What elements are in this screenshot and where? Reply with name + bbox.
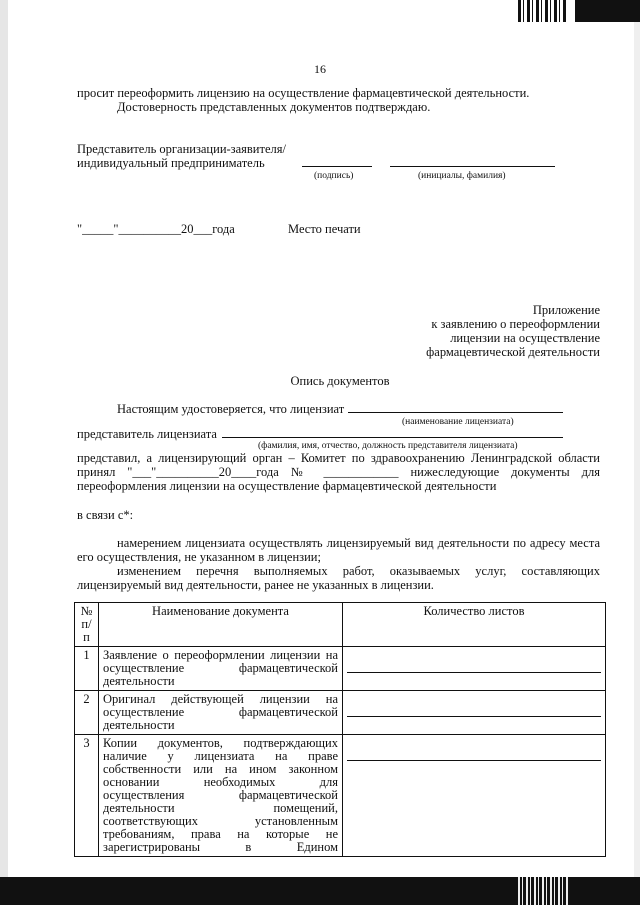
representative-underline xyxy=(222,426,563,438)
signature-caption: (подпись) xyxy=(314,171,354,181)
intro-line-1: просит переоформить лицензию на осуществление фармацевтической деятельности. xyxy=(77,86,530,100)
document-name-line: осуществление фармацевтической xyxy=(103,705,338,719)
scan-bar-top-right xyxy=(575,0,640,22)
document-name-line: Копии документов, подтверждающих xyxy=(103,736,338,750)
scan-edge-right xyxy=(634,0,640,905)
document-name-line: соответствующих установленным xyxy=(103,814,338,828)
header-num: № п/п xyxy=(75,603,99,647)
header-document-name: Наименование документа xyxy=(99,603,343,647)
reason-1-line-1: намерением лицензиата осуществлять лицензируемый вид деятельности по адресу места xyxy=(117,536,600,550)
document-name-line: осуществление фармацевтической xyxy=(103,661,338,675)
sheet-count-underline xyxy=(347,659,601,673)
document-name-line: деятельности xyxy=(103,674,175,688)
document-name-line: требованиям, права на которые не xyxy=(103,827,338,841)
reason-label: в связи с*: xyxy=(77,508,134,522)
inventory-paragraph-2: представитель лицензиата xyxy=(77,427,217,441)
table-row xyxy=(75,647,606,691)
initials-underline xyxy=(390,155,555,167)
document-name-line: основании необходимых для xyxy=(103,775,338,789)
document-name-line: осуществления фармацевтической xyxy=(103,788,338,802)
inventory-paragraph-3-line-1: представил, а лицензирующий орган – Комитет по здравоохранению Ленинградской области xyxy=(77,451,600,465)
date-field: "_____"__________20___года xyxy=(77,222,235,236)
appendix-line-2: к заявлению о переоформлении xyxy=(431,317,600,331)
sheet-count-underline xyxy=(347,747,601,761)
representative-line-1: Представитель организации-заявителя/ xyxy=(77,142,286,156)
page-number: 16 xyxy=(314,62,326,76)
document-name-line: наличие у лицензиата на праве xyxy=(103,749,338,763)
document-name-line: Заявление о переоформлении лицензии на xyxy=(103,648,338,662)
intro-line-2: Достоверность представленных документов подтверждаю. xyxy=(117,100,431,114)
row-number: 1 xyxy=(75,647,99,691)
representative-line-2: индивидуальный предприниматель xyxy=(77,156,265,170)
table-row xyxy=(75,691,606,735)
inventory-paragraph-3-line-2: принял "___"__________20____года № ____________ нижеследующие документы для xyxy=(77,465,600,479)
row-sheet-count xyxy=(343,647,606,691)
signature-underline xyxy=(302,155,372,167)
licensee-name-underline xyxy=(348,401,563,413)
documents-table xyxy=(74,602,606,857)
reason-1-line-2: его осуществления, не указанном в лицензии; xyxy=(77,550,321,564)
initials-caption: (инициалы, фамилия) xyxy=(418,171,506,181)
sheet-count-underline xyxy=(347,703,601,717)
appendix-line-4: фармацевтической деятельности xyxy=(426,345,600,359)
table-header-row xyxy=(75,603,606,647)
scan-edge-left xyxy=(0,0,8,905)
reason-2-line-2: лицензируемый вид деятельности, ранее не указанных в лицензии. xyxy=(77,578,434,592)
reason-2-line-1: изменением перечня выполняемых работ, оказываемых услуг, составляющих xyxy=(117,564,600,578)
scan-barcode-top xyxy=(518,0,568,22)
row-number: 3 xyxy=(75,735,99,857)
document-name-line: Оригинал действующей лицензии на xyxy=(103,692,338,706)
inventory-title: Опись документов xyxy=(290,374,390,388)
row-sheet-count xyxy=(343,735,606,857)
row-document-name xyxy=(99,647,343,691)
header-sheet-count: Количество листов xyxy=(343,603,606,647)
scan-barcode-bottom xyxy=(518,877,570,905)
representative-caption: (фамилия, имя, отчество, должность представителя лицензиата) xyxy=(258,441,518,451)
document-name-line: зарегистрированы в Едином xyxy=(103,840,338,854)
appendix-line-1: Приложение xyxy=(532,303,600,317)
stamp-place-label: Место печати xyxy=(288,222,361,236)
document-name-line: деятельности xyxy=(103,718,175,732)
document-name-line: собственности или на ином законном xyxy=(103,762,338,776)
appendix-line-3: лицензии на осуществление xyxy=(450,331,600,345)
row-document-name xyxy=(99,691,343,735)
document-name-line: деятельности помещений, xyxy=(103,801,338,815)
licensee-name-caption: (наименование лицензиата) xyxy=(402,417,514,427)
inventory-paragraph-1: Настоящим удостоверяется, что лицензиат xyxy=(117,402,345,416)
table-row xyxy=(75,735,606,857)
row-number: 2 xyxy=(75,691,99,735)
row-sheet-count xyxy=(343,691,606,735)
inventory-paragraph-3-line-3: переоформления лицензии на осуществление фармацевтической деятельности xyxy=(77,479,497,493)
row-document-name xyxy=(99,735,343,857)
